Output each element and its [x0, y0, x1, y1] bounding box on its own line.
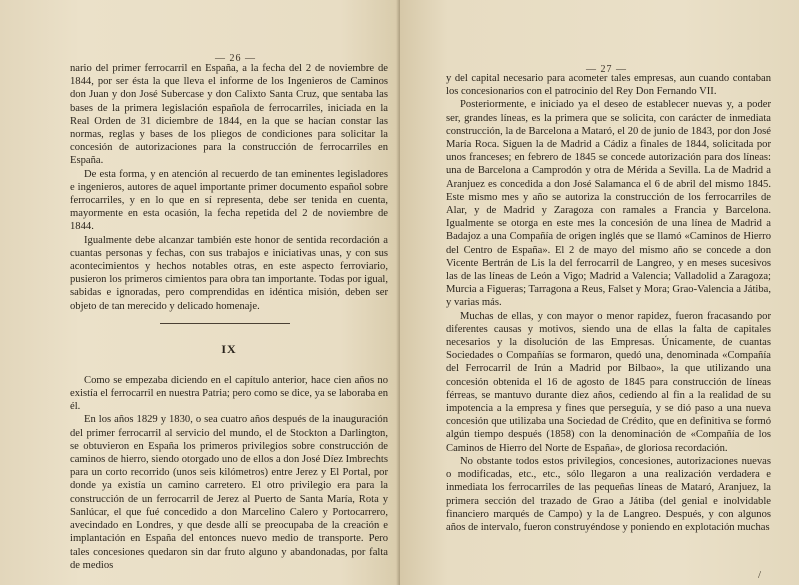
paragraph: En los años 1829 y 1830, o sea cuatro años después de la inauguración del primer ferrocarril al servicio del mundo, el de Stockton a Darlington, se obtuvieron en España los primeros privilegios sobre construcción de caminos de hierro, siendo otorgado uno de ellos a don José Díez Imbrechts para un corto recorrido (unos seis kilómetros) entre Jerez y El Portal, por donde ya existía un camino carretero. El otro privilegio era para la construcción de un ferrocarril de Jerez al Puerto de Santa María, Rota y Sanlúcar, el que fué concedido a don Marcelino Calero y Portocarrero, avecindado en Londres, y que desde allí se preocupaba de la creación e implantación en España del entonces nuevo medio de transporte. Pero tales concesiones quedaron sin dar fruto alguno y abandonadas, por falta de medios	[70, 414, 388, 571]
paragraph: Igualmente debe alcanzar también este honor de sentida recordación a cuantas personas y fechas, con sus trabajos e iniciativas unas, y con sus acontecimientos y hechos notables otras, en este aspecto ferroviario, pusieron los primeros cimientos para obra tan importante. Todas por igual, sabidas e ignoradas, pero comprendidas en idéntica misión, deben ser objeto de tan merecido y delicado homenaje.	[70, 234, 388, 312]
paragraph: nario del primer ferrocarril en España, a la fecha del 2 de noviembre de 1844, por ser ésta la que lleva el informe de los Ingenieros de Caminos don Juan y don José Subercase y don Calixto Santa Cruz, que sentaba las bases de la primera legislación española de ferrocarriles, iniciada en la Real Orden de 31 diciembre de 1844, en la que se hacían constar las normas, reglas y bases de los pliegos de condiciones para solicitar la concesión de autorizaciones para la construcción de ferrocarriles en España.	[70, 63, 388, 167]
paragraph: De esta forma, y en atención al recuerdo de tan eminentes legisladores e ingenieros, autores de aquel importante primer documento español sobre ferrocarriles, y en lo que en sí representa, debe ser tenida en cuenta, mayormente en esta ocasión, la fecha repetida del 2 de noviembre de 1844.	[70, 168, 388, 233]
chapter-heading: IX	[221, 341, 237, 356]
paragraph: Como se empezaba diciendo en el capítulo anterior, hace cien años no existía el ferrocarril en nuestra Patria; pero como se dice, ya se laboraba en él.	[70, 374, 388, 413]
corner-mark: /	[757, 569, 761, 581]
chapter-body-text	[70, 374, 388, 572]
right-page	[400, 0, 799, 585]
page-number-left: — 26 —	[215, 53, 256, 64]
paragraph: Muchas de ellas, y con mayor o menor rapidez, fueron fracasando por diferentes causas y motivos, siendo una de ellas la falta de capitales necesarios y la disolución de las Empresas. Únicamente, de cuantas Sociedades o Compañías se formaron, quedó una, denominada «Compañía del Ferrocarril de Irún a Madrid por Bilbao», la que utilizando una concesión obtenida el 16 de agosto de 1845 para construcción de líneas férreas, se mantuvo durante diez años, cediendo al fin a la realidad de su impotencia a la empresa y fines que perseguía, y se dió paso a una nueva concesión que utilizaba una Sociedad de Crédito, que en definitiva se formó algún tiempo después (1858) con la denominación de «Compañía de los Caminos de Hierro del Norte de España», de gloriosa recordación.	[446, 310, 771, 454]
paragraph: Posteriormente, e iniciado ya el deseo de establecer nuevas y, a poder ser, grandes líneas, es la primera que se solicita, con carácter de inmediata construcción, la de Barcelona a Mataró, el 20 de junio de 1843, por don José María Roca. Siguen la de Madrid a Cádiz a finales de 1844, solicitada por unos franceses; en febrero de 1845 se concede autorización para dos líneas: una de Barcelona a Camprodón y otra de Mérida a Sevilla. La de Madrid a Aranjuez es concedida a don José Salamanca el 6 de abril del mismo 1845. Este mismo mes y año se autoriza la construcción de los ferrocarriles de Alar, y de Madrid y Zaragoza con ramales a Francia y Barcelona. Igualmente se otorga en este mes la concesión de una línea de Madrid a Badajoz a una Compañía de origen inglés que se llamó «Caminos de Hierro del Centro de España». El 2 de mayo del mismo año se concede a don Vicente Bertrán de Lis la del ferrocarril de Langreo, y en meses sucesivos las de las líneas de León a Vigo; Madrid a Valencia; Valladolid a Zaragoza; Murcia a Figueras; Tarragona a Reus, Falset y Mora; Grao-Valencia a Játiba, y varias más.	[446, 99, 771, 309]
left-body-text	[70, 62, 388, 313]
right-body-text	[446, 72, 771, 534]
paragraph: No obstante todos estos privilegios, concesiones, autorizaciones nuevas o modificadas, etc., etc., sólo llegaron a una realización verdadera e inmediata los ferrocarriles de las pequeñas líneas de Mataró, Aranjuez, la primera sección del trazado de Grao a Játiba (del genial e inolvidable financiero marqués de Campo) y la de Langreo. Después, y con algunos años de intervalo, fueron construyéndose y poniendo en explotación muchas	[446, 455, 771, 533]
page-number-right: — 27 —	[586, 64, 627, 75]
paragraph: y del capital necesario para acometer tales empresas, aun cuando contaban los concesionarios con el patrocinio del Rey Don Fernando VII.	[446, 73, 771, 98]
section-divider	[160, 323, 290, 324]
